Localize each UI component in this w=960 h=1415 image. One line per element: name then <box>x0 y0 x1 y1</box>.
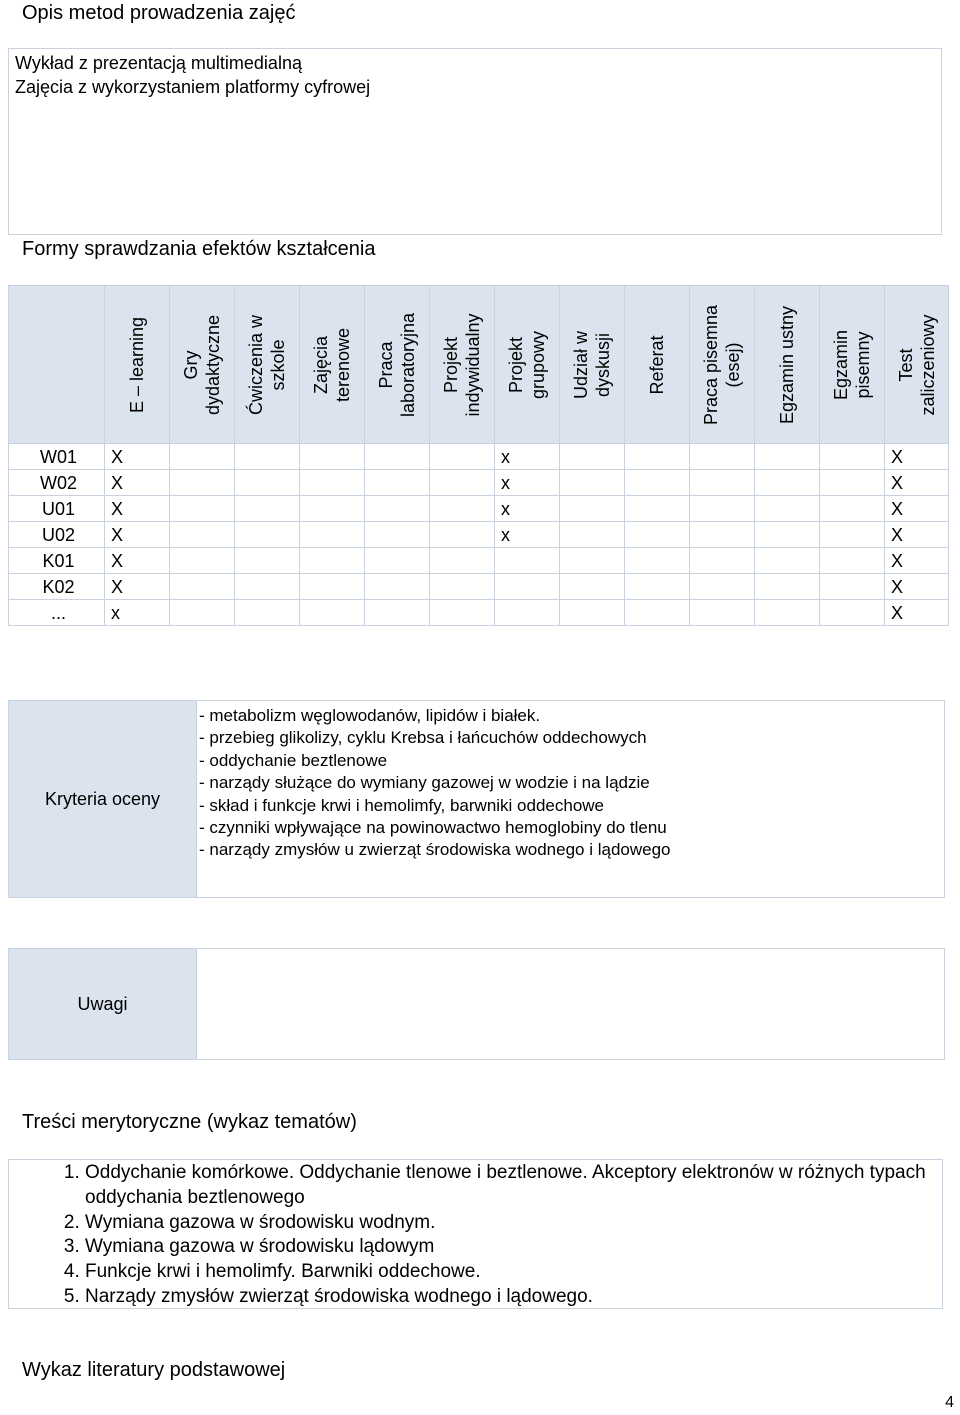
matrix-column-header <box>755 286 820 444</box>
matrix-column-header <box>690 286 755 444</box>
matrix-column-header <box>885 286 949 444</box>
matrix-column-header <box>495 286 560 444</box>
matrix-cell: X <box>885 496 949 522</box>
notes-label: Uwagi <box>9 949 197 1059</box>
matrix-cell <box>365 470 430 496</box>
matrix-column-header <box>625 286 690 444</box>
matrix-cell: X <box>885 444 949 470</box>
matrix-cell <box>625 600 690 626</box>
topics-box <box>8 1159 943 1309</box>
matrix-cell <box>625 574 690 600</box>
matrix-column-header <box>300 286 365 444</box>
matrix-cell: X <box>885 574 949 600</box>
matrix-cell <box>820 444 885 470</box>
matrix-row-label: U02 <box>9 522 105 548</box>
matrix-column-label: E – learning <box>127 316 147 413</box>
matrix-cell: X <box>885 522 949 548</box>
matrix-cell: X <box>105 496 170 522</box>
matrix-cell: x <box>495 496 560 522</box>
matrix-cell <box>430 522 495 548</box>
matrix-cell <box>560 522 625 548</box>
matrix-column-label: Praca laboratoryjna <box>376 312 418 417</box>
matrix-cell <box>820 600 885 626</box>
matrix-cell <box>690 522 755 548</box>
matrix-cell <box>560 444 625 470</box>
matrix-cell <box>235 496 300 522</box>
matrix-cell: X <box>885 470 949 496</box>
matrix-cell <box>235 548 300 574</box>
matrix-cell <box>755 444 820 470</box>
matrix-cell <box>365 600 430 626</box>
matrix-cell: x <box>105 600 170 626</box>
matrix-row-label: U01 <box>9 496 105 522</box>
matrix-cell <box>430 444 495 470</box>
matrix-cell <box>170 574 235 600</box>
matrix-cell <box>690 470 755 496</box>
matrix-cell <box>170 444 235 470</box>
matrix-cell <box>625 496 690 522</box>
matrix-cell <box>300 548 365 574</box>
criteria-line: - narządy zmysłów u zwierząt środowiska wodnego i lądowego <box>199 840 671 860</box>
matrix-cell <box>235 522 300 548</box>
literature-heading: Wykaz literatury podstawowej <box>22 1359 286 1381</box>
matrix-cell: X <box>885 600 949 626</box>
matrix-cell <box>560 600 625 626</box>
matrix-cell <box>300 522 365 548</box>
matrix-cell <box>235 600 300 626</box>
matrix-row <box>9 522 949 548</box>
matrix-cell <box>430 496 495 522</box>
matrix-cell <box>820 522 885 548</box>
matrix-column-header <box>170 286 235 444</box>
matrix-row-label: W02 <box>9 470 105 496</box>
matrix-column-label: Egzamin ustny <box>777 305 797 424</box>
matrix-cell <box>690 444 755 470</box>
topic-item: 1. Oddychanie komórkowe. Oddychanie tlenowe i beztlenowe. Akceptory elektronów w różnych typach oddychania beztlenowego <box>85 1161 942 1211</box>
assessment-matrix <box>8 285 949 626</box>
matrix-cell <box>170 496 235 522</box>
matrix-cell <box>365 496 430 522</box>
notes-box <box>8 948 945 1060</box>
matrix-column-label: Ćwiczenia w szkole <box>246 314 288 415</box>
matrix-column-label: Zajęcia terenowe <box>311 327 353 402</box>
matrix-cell <box>625 522 690 548</box>
matrix-cell <box>430 548 495 574</box>
matrix-cell <box>755 600 820 626</box>
criteria-label: Kryteria oceny <box>9 701 197 897</box>
matrix-cell <box>430 574 495 600</box>
matrix-cell <box>365 444 430 470</box>
criteria-line: - czynniki wpływające na powinowactwo hemoglobiny do tlenu <box>199 818 667 838</box>
matrix-cell <box>625 470 690 496</box>
matrix-cell <box>495 574 560 600</box>
topic-item: 5. Narządy zmysłów zwierząt środowiska wodnego i lądowego. <box>85 1285 942 1310</box>
matrix-cell <box>430 470 495 496</box>
matrix-cell: X <box>885 548 949 574</box>
matrix-cell: x <box>495 522 560 548</box>
criteria-line: - metabolizm węglowodanów, lipidów i białek. <box>199 706 541 725</box>
matrix-cell <box>495 600 560 626</box>
matrix-cell <box>235 470 300 496</box>
matrix-column-label: Gry dydaktyczne <box>181 314 223 415</box>
matrix-cell <box>560 470 625 496</box>
matrix-cell <box>755 548 820 574</box>
matrix-cell <box>560 574 625 600</box>
matrix-cell <box>300 574 365 600</box>
matrix-cell <box>365 574 430 600</box>
criteria-line: - narządy służące do wymiany gazowej w wodzie i na lądzie <box>199 773 650 793</box>
criteria-line: - przebieg glikolizy, cyklu Krebsa i łańcuchów oddechowych <box>199 728 647 748</box>
methods-box <box>8 48 942 235</box>
matrix-column-label: Udział w dyskusji <box>571 330 613 399</box>
page-number: 4 <box>945 1394 954 1411</box>
matrix-cell: x <box>495 470 560 496</box>
matrix-column-header <box>105 286 170 444</box>
matrix-corner-cell <box>9 286 105 444</box>
topics-list <box>9 1161 942 1310</box>
matrix-cell: X <box>105 522 170 548</box>
matrix-cell <box>430 600 495 626</box>
matrix-cell <box>625 444 690 470</box>
matrix-column-label: Praca pisemna (esej) <box>701 304 743 425</box>
matrix-cell: X <box>105 574 170 600</box>
matrix-cell <box>820 496 885 522</box>
matrix-column-header <box>365 286 430 444</box>
criteria-box <box>8 700 945 898</box>
matrix-cell <box>755 574 820 600</box>
matrix-column-header <box>430 286 495 444</box>
matrix-row <box>9 496 949 522</box>
matrix-cell <box>170 600 235 626</box>
matrix-cell <box>820 548 885 574</box>
matrix-row <box>9 574 949 600</box>
matrix-row <box>9 444 949 470</box>
topic-item: 2. Wymiana gazowa w środowisku wodnym. <box>85 1211 942 1236</box>
matrix-cell <box>300 600 365 626</box>
matrix-cell <box>365 548 430 574</box>
matrix-cell <box>300 444 365 470</box>
matrix-row <box>9 600 949 626</box>
forms-heading: Formy sprawdzania efektów kształcenia <box>22 238 376 260</box>
matrix-cell <box>820 574 885 600</box>
matrix-row <box>9 548 949 574</box>
matrix-row-label: ... <box>9 600 105 626</box>
topics-heading: Treści merytoryczne (wykaz tematów) <box>22 1111 357 1133</box>
matrix-column-label: Egzamin pisemny <box>831 329 873 400</box>
matrix-cell <box>300 496 365 522</box>
matrix-row-label: W01 <box>9 444 105 470</box>
methods-heading: Opis metod prowadzenia zajęć <box>22 2 296 24</box>
matrix-cell <box>690 548 755 574</box>
topic-item: 4. Funkcje krwi i hemolimfy. Barwniki oddechowe. <box>85 1260 942 1285</box>
methods-item: Zajęcia z wykorzystaniem platformy cyfrowej <box>15 77 371 97</box>
criteria-line: - oddychanie beztlenowe <box>199 750 388 770</box>
matrix-row-label: K01 <box>9 548 105 574</box>
matrix-cell: X <box>105 470 170 496</box>
matrix-cell <box>170 548 235 574</box>
matrix-column-label: Test zaliczeniowy <box>895 313 938 416</box>
matrix-cell <box>755 496 820 522</box>
criteria-content <box>197 701 671 897</box>
matrix-cell: X <box>105 444 170 470</box>
matrix-cell: x <box>495 444 560 470</box>
matrix-cell <box>690 600 755 626</box>
matrix-cell <box>170 522 235 548</box>
methods-item: Wykład z prezentacją multimedialną <box>15 53 302 73</box>
matrix-column-header <box>560 286 625 444</box>
criteria-line: - skład i funkcje krwi i hemolimfy, barwniki oddechowe <box>199 795 605 815</box>
matrix-cell <box>235 574 300 600</box>
matrix-row-label: K02 <box>9 574 105 600</box>
matrix-cell <box>820 470 885 496</box>
matrix-cell <box>755 522 820 548</box>
matrix-cell <box>625 548 690 574</box>
matrix-cell <box>495 548 560 574</box>
matrix-cell <box>690 574 755 600</box>
matrix-cell <box>560 548 625 574</box>
matrix-cell <box>170 470 235 496</box>
matrix-column-label: Referat <box>647 334 667 395</box>
topic-item: 3. Wymiana gazowa w środowisku lądowym <box>85 1235 942 1260</box>
matrix-row <box>9 470 949 496</box>
matrix-cell <box>560 496 625 522</box>
matrix-cell: X <box>105 548 170 574</box>
matrix-cell <box>755 470 820 496</box>
matrix-cell <box>690 496 755 522</box>
matrix-cell <box>235 444 300 470</box>
matrix-column-header <box>235 286 300 444</box>
matrix-column-label: Projekt grupowy <box>506 330 548 399</box>
matrix-column-header <box>820 286 885 444</box>
matrix-cell <box>300 470 365 496</box>
matrix-cell <box>365 522 430 548</box>
matrix-column-label: Projekt indywidualny <box>441 312 483 417</box>
